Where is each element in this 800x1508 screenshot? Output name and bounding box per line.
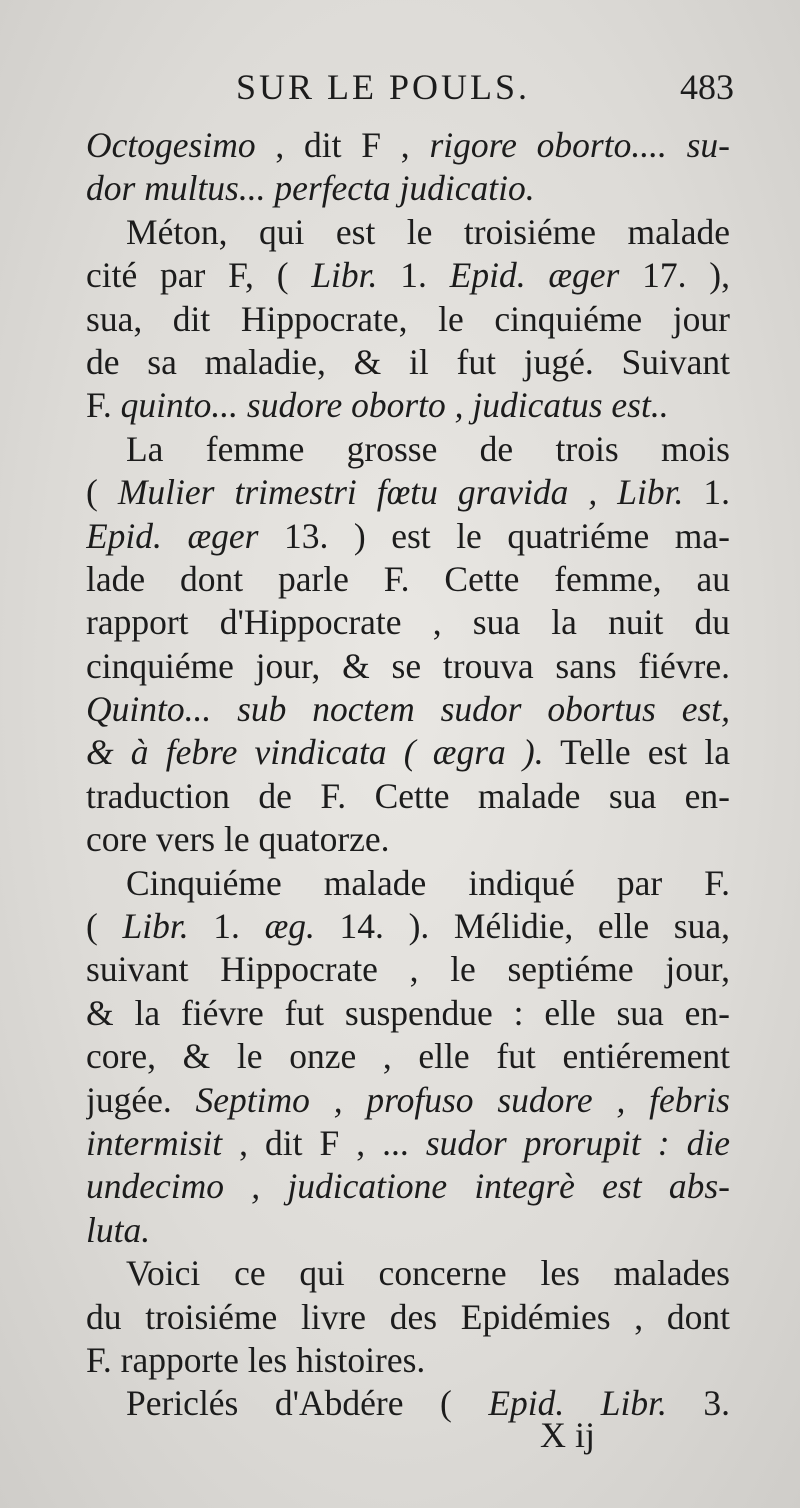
text-line bbox=[86, 254, 730, 297]
text-segment: cité par F, ( bbox=[86, 255, 312, 296]
text-segment: Méton, qui est le troisiéme malade bbox=[126, 211, 730, 252]
text-segment: du troisiéme livre des Epidémies , dont bbox=[86, 1296, 730, 1337]
italic-text: Epid. Libr. bbox=[488, 1383, 667, 1424]
text-line bbox=[86, 211, 730, 254]
text-line bbox=[86, 1035, 730, 1078]
text-segment: suivant Hippocrate , le septiéme jour, bbox=[86, 949, 730, 990]
italic-text: Epid. æger bbox=[449, 255, 620, 296]
text-line bbox=[86, 428, 730, 471]
italic-text: Mulier trimestri fœtu gravida , Libr. bbox=[117, 472, 684, 513]
text-line bbox=[86, 948, 730, 991]
text-line bbox=[86, 992, 730, 1035]
text-segment: La femme grosse de trois mois bbox=[126, 428, 730, 469]
text-line bbox=[86, 601, 730, 644]
text-segment: ( bbox=[86, 906, 123, 947]
italic-text: rigore oborto.... su- bbox=[429, 125, 730, 165]
text-line bbox=[86, 167, 730, 210]
text-segment: Voici ce qui concerne les malades bbox=[126, 1253, 730, 1294]
page-header bbox=[86, 62, 734, 122]
text-line bbox=[86, 1382, 730, 1425]
text-segment: 14. ). Mélidie, elle sua, bbox=[314, 906, 730, 947]
text-segment: 3. bbox=[666, 1383, 730, 1424]
italic-text: Quinto... sub noctem sudor obortus est, bbox=[86, 689, 730, 730]
italic-text: Septimo , profuso sudore , febris bbox=[195, 1079, 730, 1120]
text-segment: & la fiévre fut suspendue : elle sua en- bbox=[86, 992, 730, 1033]
text-segment: Telle est la bbox=[543, 732, 730, 773]
text-segment: jugée. bbox=[86, 1079, 196, 1120]
text-segment: 1. bbox=[188, 906, 265, 947]
text-line bbox=[86, 515, 730, 558]
text-line bbox=[86, 1296, 730, 1339]
italic-text: Octogesimo bbox=[86, 125, 256, 165]
text-line bbox=[86, 384, 730, 427]
italic-text: intermisit bbox=[86, 1122, 223, 1163]
page-number: 483 bbox=[680, 67, 734, 107]
text-line bbox=[86, 1339, 730, 1382]
text-line bbox=[86, 341, 730, 384]
text-segment: 1. bbox=[377, 255, 450, 296]
italic-text: & à febre vindicata ( ægra ). bbox=[86, 732, 544, 773]
italic-text: dor multus... perfecta judicatio. bbox=[86, 168, 535, 209]
text-line bbox=[86, 124, 730, 167]
text-segment: 17. ), bbox=[619, 255, 730, 296]
text-segment: 13. ) est le quatriéme ma- bbox=[258, 515, 730, 556]
text-line bbox=[86, 558, 730, 601]
italic-text: sudor prorupit : die bbox=[425, 1122, 730, 1163]
text-segment: 1. bbox=[683, 472, 730, 513]
text-segment: lade dont parle F. Cette femme, au bbox=[86, 558, 730, 599]
text-line bbox=[86, 1122, 730, 1165]
text-segment: Periclés d'Abdére ( bbox=[126, 1383, 489, 1424]
text-line bbox=[86, 905, 730, 948]
italic-text: Epid. æger bbox=[86, 515, 259, 556]
text-line bbox=[86, 471, 730, 514]
text-segment: traduction de F. Cette malade sua en- bbox=[86, 775, 730, 816]
text-line bbox=[86, 818, 730, 861]
italic-text: quinto... sudore oborto , judicatus est.. bbox=[120, 385, 669, 426]
text-segment: F. rapporte les histoires. bbox=[86, 1339, 426, 1380]
text-segment: , dit F , ... bbox=[222, 1122, 426, 1163]
text-segment: , dit F , bbox=[255, 125, 430, 165]
text-segment: rapport d'Hippocrate , sua la nuit du bbox=[86, 602, 730, 643]
italic-text: Libr. bbox=[122, 906, 189, 947]
text-segment: core, & le onze , elle fut entiérement bbox=[86, 1036, 730, 1077]
italic-text: æg. bbox=[264, 906, 315, 947]
text-line bbox=[86, 1079, 730, 1122]
text-line bbox=[86, 775, 730, 818]
text-segment: F. bbox=[86, 385, 121, 426]
text-segment: core vers le quatorze. bbox=[86, 819, 390, 860]
text-line bbox=[86, 298, 730, 341]
text-segment: de sa maladie, & il fut jugé. Suivant bbox=[86, 341, 730, 382]
text-segment: ( bbox=[86, 472, 118, 513]
text-line bbox=[86, 862, 730, 905]
italic-text: Libr. bbox=[311, 255, 378, 296]
text-line bbox=[86, 1165, 730, 1208]
body-text bbox=[86, 124, 730, 1426]
text-segment: sua, dit Hippocrate, le cinquiéme jour bbox=[86, 298, 730, 339]
text-segment: cinquiéme jour, & se trouva sans fiévre. bbox=[86, 645, 730, 686]
running-title: SUR LE POULS. bbox=[236, 67, 531, 107]
text-line bbox=[86, 1209, 730, 1252]
text-line bbox=[86, 688, 730, 731]
text-line bbox=[86, 645, 730, 688]
italic-text: luta. bbox=[86, 1209, 151, 1250]
text-segment: Cinquiéme malade indiqué par F. bbox=[126, 862, 730, 903]
text-line bbox=[86, 731, 730, 774]
signature-mark: X ij bbox=[540, 1415, 596, 1455]
text-line bbox=[86, 1252, 730, 1295]
italic-text: undecimo , judicatione integrè est abs- bbox=[86, 1166, 730, 1207]
